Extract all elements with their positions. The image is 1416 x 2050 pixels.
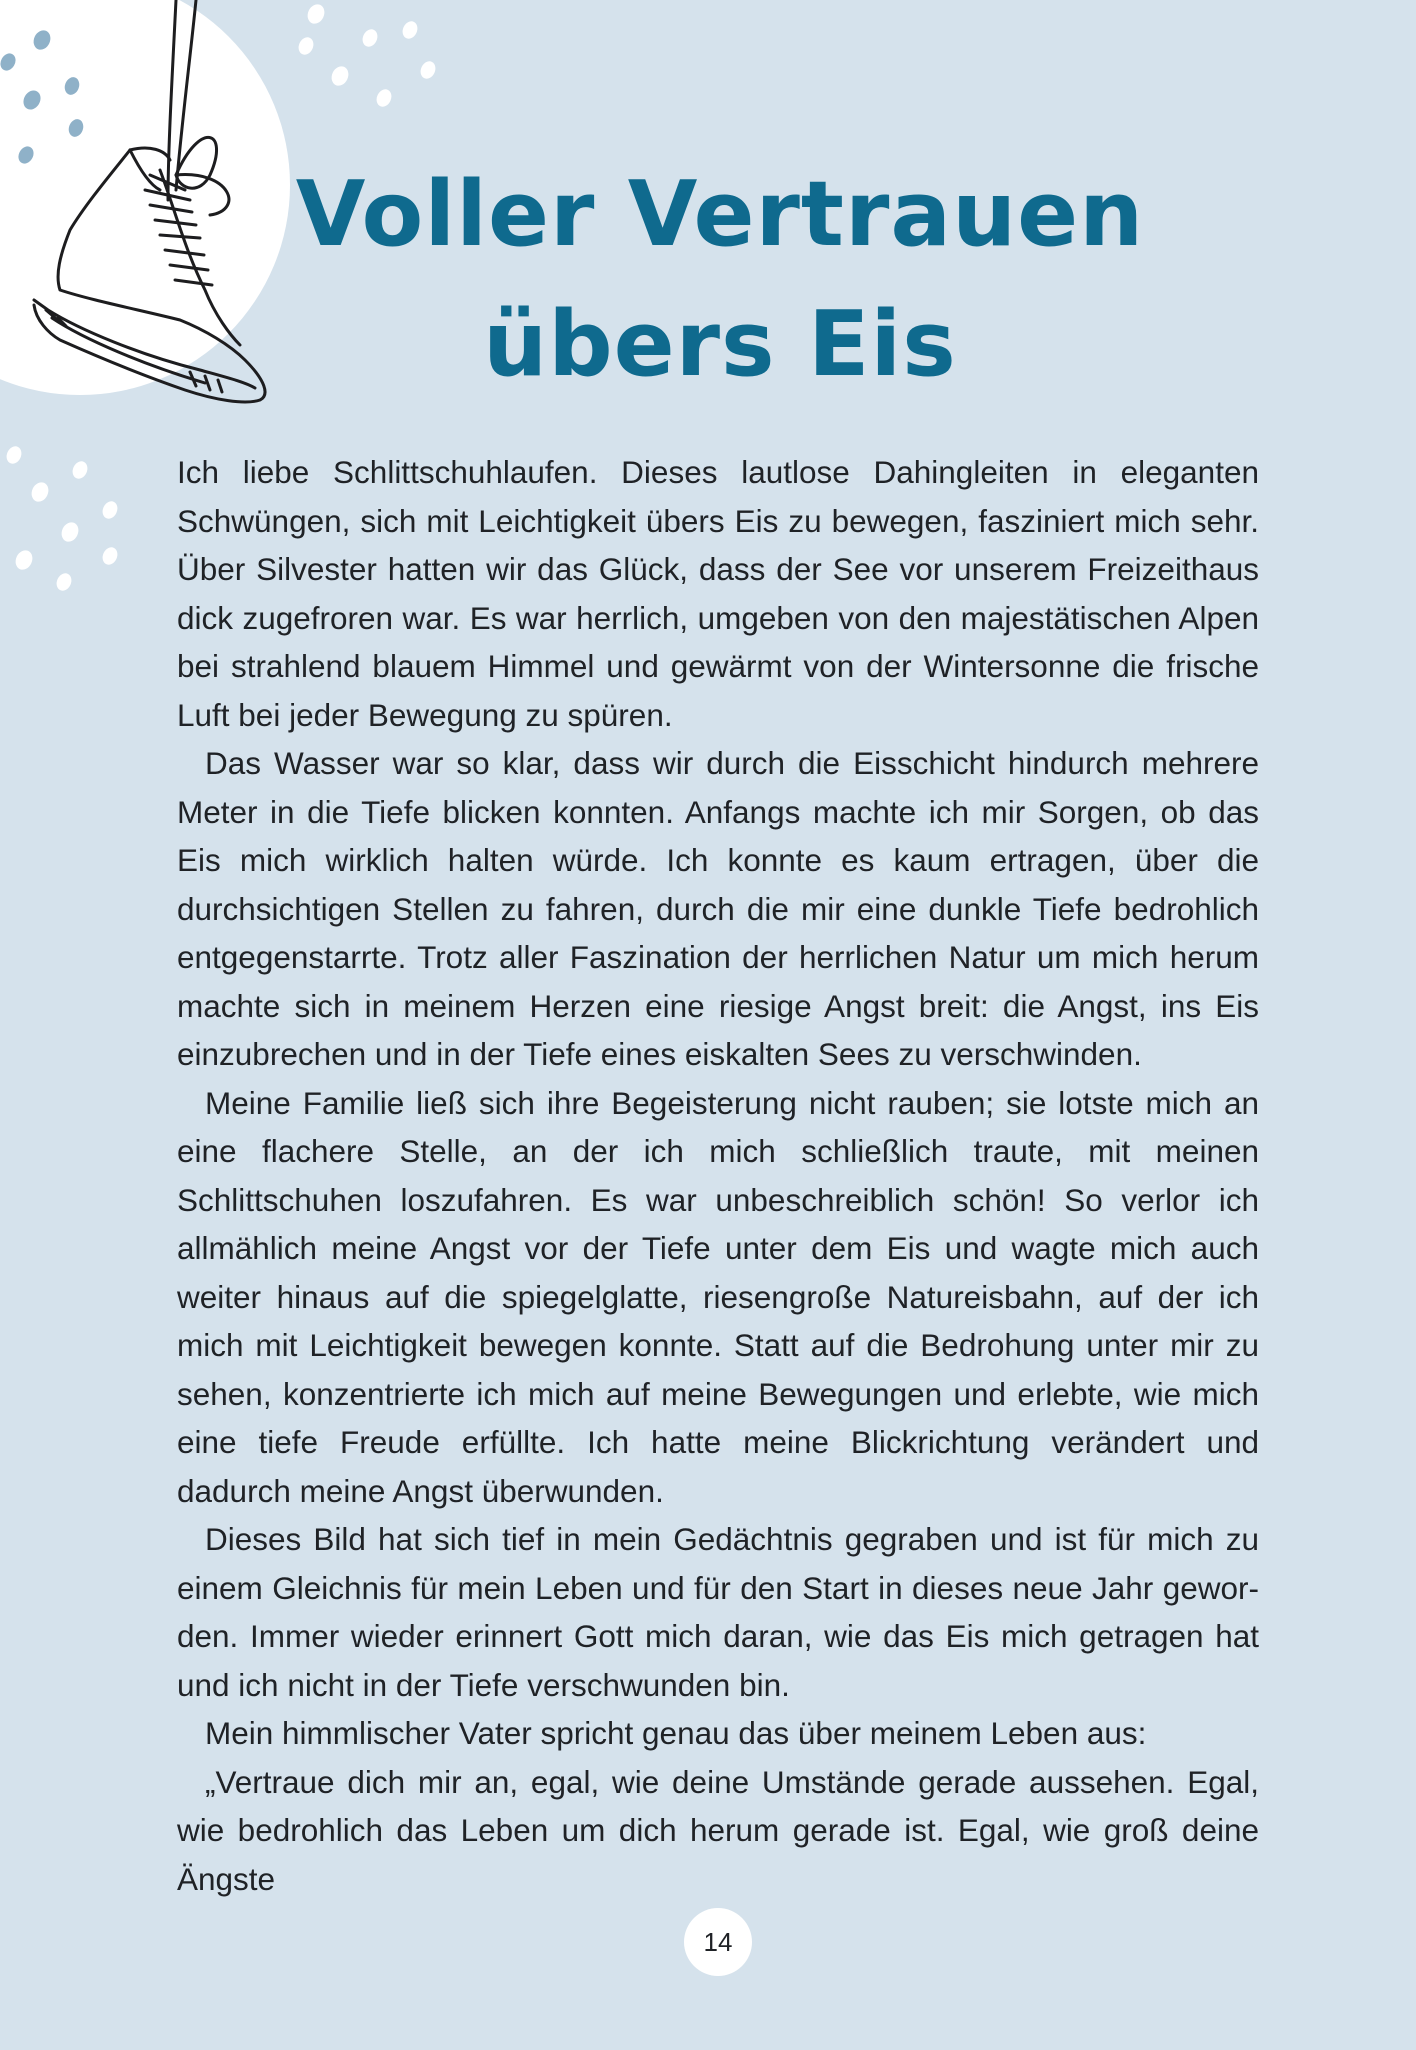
white-dots-left <box>4 444 120 593</box>
background-circle <box>0 0 290 395</box>
paragraph: Mein himmlischer Vater spricht genau das über meinem Leben aus: <box>205 1715 1147 1751</box>
paragraph: „Vertraue dich mir an, egal, wie deine Umstände gerade aussehen. Egal, wie bedrohlich das Leben um dich herum gerade ist. Egal, wie groß deine Ängste <box>177 1763 1259 1897</box>
paragraph: Meine Familie ließ sich ihre Begeisterung nicht rauben; sie lotste mich an eine flachere Stelle, an der ich mich schließlich traute, mit meinen Schlittschuhen loszufahren. Es war unbeschreiblich schön! So verlor ich allmählich meine Angst vor der Tiefe unter dem Eis und wagte mich auch weiter hinaus auf die spiegelglatte, riesengroße Natureisbahn, auf der ich mich mit Leichtigkeit bewegen konnte. Statt auf die Bedrohung unter mir zu sehen, konzentrierte ich mich auf meine Bewegungen und erlebte, wie mich eine tiefe Freude erfüllte. Ich hatte meine Blickrichtung verändert und dadurch meine Angst überwunden. <box>177 1084 1259 1509</box>
page-number: 14 <box>684 1908 752 1976</box>
title-line-1: Voller Vertrauen <box>295 162 1145 267</box>
paragraph: Dieses Bild hat sich tief in mein Gedächtnis gegraben und ist für mich zu einem Gleichnis für mein Leben und für den Start in dieses neue Jahr geworden. Immer wieder erinnert Gott mich daran, wie das Eis mich getragen hat und ich nicht in der Tiefe verschwunden bin. <box>177 1521 1259 1703</box>
page-title <box>260 150 1180 410</box>
paragraph: Das Wasser war so klar, dass wir durch die Eisschicht hindurch mehrere Meter in die Tiefe blicken konnten. Anfangs machte ich mir Sorgen, ob das Eis mich wirklich halten würde. Ich konnte es kaum ertragen, über die durchsichtigen Stellen zu fahren, durch die mir eine dunkle Tiefe bedrohlich entgegenstarrte. Trotz aller Faszination der herrlichen Natur um mich herum machte sich in meinem Herzen eine riesige Angst breit: die Angst, ins Eis einzubrechen und in der Tiefe eines eiskalten Sees zu verschwinden. <box>177 745 1259 1072</box>
blue-dots <box>0 28 86 167</box>
ice-skate-illustration <box>34 0 265 402</box>
paragraph: Ich liebe Schlittschuhlaufen. Dieses lautlose Dahingleiten in eleganten Schwüngen, sich mit Leichtigkeit übers Eis zu bewegen, fasziniert mich sehr. Über Silvester hatten wir das Glück, dass der See vor unserem Freizeithaus dick zugefroren war. Es war herrlich, umgeben von den majestätischen Alpen bei strahlend blauem Himmel und gewärmt von der Wintersonne die frische Luft bei jeder Bewegung zu spüren. <box>177 454 1259 733</box>
white-dots-top <box>296 2 438 110</box>
title-line-2: übers Eis <box>483 292 957 397</box>
article-body <box>177 448 1259 1903</box>
